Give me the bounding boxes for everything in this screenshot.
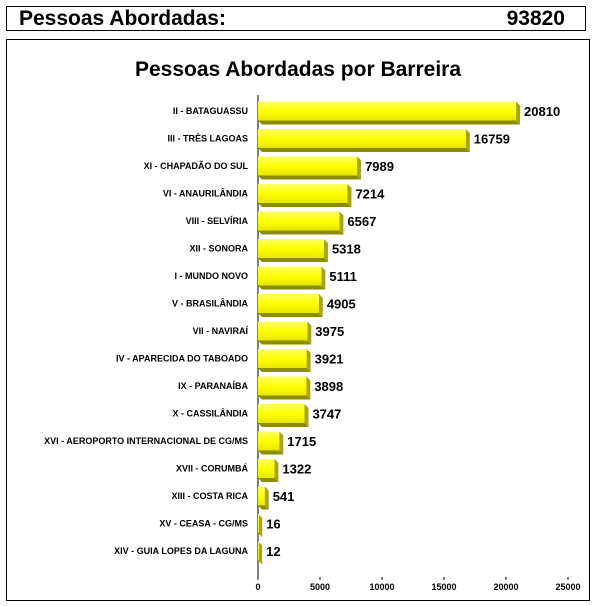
bar-side [321, 267, 325, 290]
bar [258, 514, 259, 533]
bar [258, 322, 307, 341]
bar [258, 102, 516, 121]
category-label: XI - CHAPADÃO DO SUL [143, 161, 248, 171]
category-label: I - MUNDO NOVO [174, 271, 248, 281]
bar [258, 129, 466, 148]
bar [258, 239, 324, 258]
value-label: 6567 [347, 214, 377, 229]
bar-shadow [258, 258, 328, 262]
bar-side [357, 157, 361, 180]
x-tick-label: 0 [255, 582, 261, 592]
value-label: 7989 [365, 159, 394, 174]
bar-side [319, 294, 323, 317]
bar [258, 294, 319, 313]
value-label: 3898 [314, 379, 344, 394]
bar-shadow [258, 148, 470, 152]
bar-side [306, 377, 310, 400]
bar-side [307, 322, 311, 345]
category-label: IV - APARECIDA DO TABOADO [116, 353, 248, 364]
chart-frame [6, 39, 590, 601]
value-label: 3975 [315, 324, 345, 339]
category-label: XIII - COSTA RICA [171, 491, 248, 501]
category-label: VIII - SELVÍRIA [185, 216, 248, 226]
bar-shadow [258, 368, 311, 372]
category-label: XVI - AEROPORTO INTERNACIONAL DE CG/MS [44, 436, 248, 446]
value-label: 1715 [287, 434, 317, 449]
bar [258, 157, 357, 176]
total-header-box [6, 6, 586, 31]
value-label: 4905 [326, 296, 356, 312]
category-label: XVII - CORUMBÁ [176, 463, 248, 474]
category-label: II - BATAGUASSU [172, 106, 248, 116]
category-label: VI - ANAURILÂNDIA [162, 188, 248, 199]
bar-shadow [258, 313, 323, 317]
bar [258, 212, 339, 231]
bar-shadow [258, 451, 283, 455]
total-value: 93820 [506, 7, 565, 30]
category-label: X - CASSILÂNDIA [172, 408, 248, 419]
chart-title: Pessoas Abordadas por Barreira [134, 58, 462, 81]
bar [258, 432, 279, 451]
value-label: 7214 [355, 186, 385, 202]
bar-side [516, 102, 520, 125]
bar-shadow [258, 203, 351, 207]
x-tick-label: 25000 [555, 582, 581, 592]
category-label: XIV - GUIA LOPES DA LAGUNA [114, 546, 248, 556]
bar-shadow [258, 396, 310, 400]
category-label: VII - NAVIRAÍ [192, 326, 248, 336]
total-label: Pessoas Abordadas: [19, 7, 226, 30]
bar-side [466, 129, 470, 152]
bar-shadow [258, 176, 361, 180]
category-label: XII - SONORA [189, 243, 248, 254]
bar [258, 487, 265, 506]
x-tick-label: 10000 [369, 582, 395, 592]
bar-side [265, 487, 269, 510]
value-label: 3747 [312, 406, 342, 422]
bar-side [279, 432, 283, 455]
x-tick-label: 15000 [431, 582, 457, 592]
value-label: 16 [266, 516, 281, 532]
bar-shadow [258, 286, 325, 290]
value-label: 12 [266, 544, 281, 559]
x-tick-label: 20000 [493, 582, 519, 592]
value-label: 20810 [524, 104, 561, 119]
bar-shadow [258, 423, 308, 427]
bar [258, 542, 259, 561]
bar [258, 184, 347, 203]
bar-side [307, 349, 311, 372]
bar [258, 459, 274, 478]
value-label: 1322 [282, 461, 312, 477]
category-label: IX - PARANAÍBA [178, 381, 248, 391]
bar-chart [7, 40, 589, 600]
value-label: 5318 [331, 241, 361, 257]
value-label: 541 [272, 489, 295, 504]
bar-side [339, 212, 343, 235]
bar-side [304, 404, 308, 427]
bar-shadow [258, 121, 520, 125]
value-label: 16759 [473, 131, 510, 147]
bar-side [324, 239, 328, 262]
category-label: V - BRASILÂNDIA [172, 298, 248, 309]
bar [258, 267, 321, 286]
bar [258, 404, 304, 423]
bar-shadow [258, 231, 343, 235]
bar [258, 377, 306, 396]
category-label: III - TRÊS LAGOAS [167, 133, 248, 144]
x-tick-label: 5000 [309, 582, 331, 592]
value-label: 3921 [314, 351, 344, 367]
value-label: 5111 [329, 269, 357, 284]
bar-shadow [258, 341, 311, 345]
category-label: XV - CEASA - CG/MS [159, 518, 248, 529]
bar-side [347, 184, 351, 207]
bar-side [274, 459, 278, 482]
bar [258, 349, 307, 368]
